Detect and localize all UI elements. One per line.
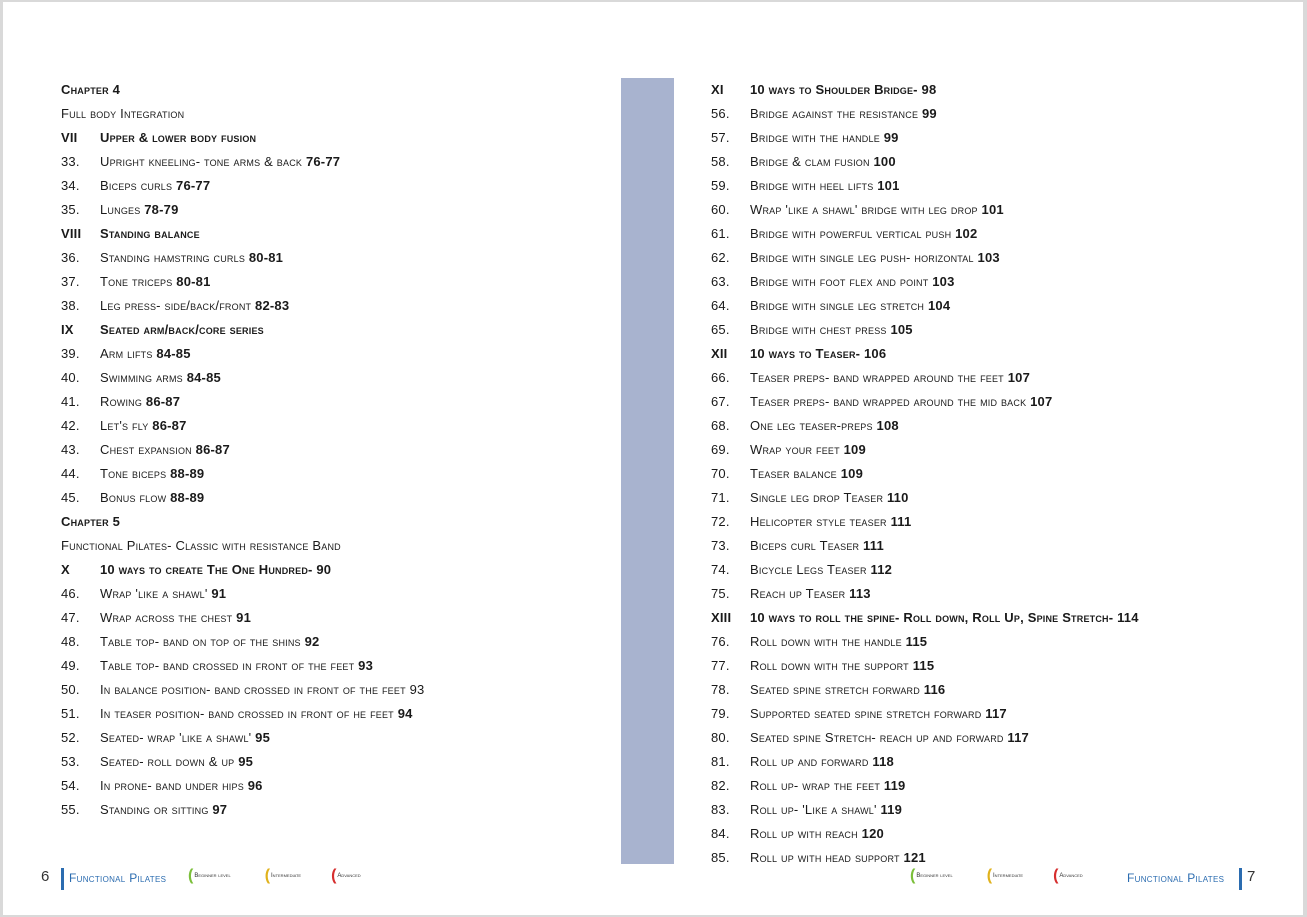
right-page-contents	[711, 78, 1271, 870]
toc-row	[711, 510, 1271, 534]
advanced-level-icon: (	[1053, 867, 1059, 884]
toc-page-ref: 94	[397, 706, 413, 721]
toc-number: 44.	[61, 466, 80, 481]
toc-number: XIII	[711, 610, 732, 625]
toc-row	[61, 222, 601, 246]
left-page-number: 6	[41, 868, 50, 885]
toc-entry-title: Table top- band on top of the shins	[100, 634, 305, 649]
toc-number: 82.	[711, 778, 730, 793]
toc-entry-title: Bridge with the handle	[750, 130, 884, 145]
toc-row	[711, 198, 1271, 222]
toc-number: 83.	[711, 802, 730, 817]
right-footer-title: Functional Pilates	[1127, 871, 1225, 885]
toc-page-ref: 119	[880, 802, 903, 817]
toc-number: 74.	[711, 562, 730, 577]
toc-number: 75.	[711, 586, 730, 601]
toc-row	[61, 126, 601, 150]
toc-entry-title: Chest expansion	[100, 442, 196, 457]
toc-entry-title: Let's fly	[100, 418, 153, 433]
toc-number: 35.	[61, 202, 80, 217]
toc-row	[61, 702, 601, 726]
toc-page-ref: 119	[883, 778, 906, 793]
toc-entry-title: Biceps curls	[100, 178, 177, 193]
toc-entry-title: Standing or sitting	[100, 802, 213, 817]
toc-row	[711, 414, 1271, 438]
toc-row	[711, 822, 1271, 846]
toc-page-ref: 102	[955, 226, 978, 241]
toc-entry-title: Reach up Teaser	[750, 586, 850, 601]
toc-row	[711, 150, 1271, 174]
intermediate-level-icon: (	[264, 867, 271, 884]
toc-row	[61, 774, 601, 798]
center-divider-bar	[621, 78, 674, 864]
left-footer-title: Functional Pilates	[69, 871, 167, 885]
toc-row	[711, 798, 1271, 822]
intermediate-level-label: Intermediate	[993, 873, 1024, 879]
toc-page-ref: 109	[843, 442, 866, 457]
toc-row	[711, 270, 1271, 294]
chapter-subtitle: Functional Pilates- Classic with resistance Band	[61, 538, 341, 553]
advanced-level-label: Advanced	[337, 873, 361, 879]
toc-number: XI	[711, 82, 724, 97]
toc-number: 61.	[711, 226, 730, 241]
toc-entry-title: Wrap 'like a shawl'	[100, 586, 212, 601]
toc-page-ref: 86-87	[145, 394, 181, 409]
toc-page-ref: 91	[236, 610, 252, 625]
toc-entry-title: Seated- wrap 'like a shawl'	[100, 730, 256, 745]
toc-page-ref: 86-87	[195, 442, 230, 457]
toc-page-ref: 121	[903, 850, 926, 865]
toc-row	[61, 390, 601, 414]
toc-row	[61, 630, 601, 654]
left-footer-rule	[61, 868, 64, 890]
toc-row	[711, 438, 1271, 462]
toc-page-ref: 86-87	[152, 418, 187, 433]
toc-number: 58.	[711, 154, 730, 169]
toc-entry-title: Standing hamstring curls	[100, 250, 249, 265]
toc-page-ref: 84-85	[186, 370, 221, 385]
toc-number: 84.	[711, 826, 730, 841]
toc-page-ref: 115	[905, 634, 928, 649]
toc-entry-title: In balance position- band crossed in front of the feet 93	[100, 682, 425, 697]
toc-page-ref: 117	[1007, 730, 1029, 745]
toc-page-ref: 93	[358, 658, 374, 673]
toc-row	[61, 510, 601, 534]
left-level-legend	[188, 868, 361, 884]
toc-entry-title: Bridge against the resistance	[750, 106, 922, 121]
toc-page-ref: 103	[977, 250, 1000, 265]
toc-row	[711, 630, 1271, 654]
toc-entry-title: Bridge with heel lifts	[750, 178, 878, 193]
toc-row	[61, 438, 601, 462]
toc-page-ref: 107	[1030, 394, 1053, 409]
toc-page-ref: 116	[923, 682, 946, 697]
toc-row	[61, 414, 601, 438]
toc-page-ref: 101	[877, 178, 900, 193]
chapter-title: Chapter 5	[61, 514, 121, 529]
toc-row	[711, 726, 1271, 750]
toc-row	[61, 294, 601, 318]
toc-entry-title: Supported seated spine stretch forward	[750, 706, 986, 721]
toc-entry-title: Arm lifts	[100, 346, 157, 361]
beginner-level-label: Beginner level	[194, 873, 231, 879]
section-heading: Seated arm/back/core series	[100, 322, 264, 337]
toc-entry-title: Swimming arms	[100, 370, 187, 385]
toc-page-ref: 110	[886, 490, 909, 505]
toc-row	[61, 150, 601, 174]
toc-entry-title: Rowing	[100, 394, 146, 409]
toc-number: 37.	[61, 274, 80, 289]
toc-number: 46.	[61, 586, 80, 601]
toc-number: 63.	[711, 274, 730, 289]
section-heading: 10 ways to create The One Hundred- 90	[100, 562, 332, 577]
toc-entry-title: Bicycle Legs Teaser	[750, 562, 871, 577]
toc-number: 79.	[711, 706, 730, 721]
toc-entry-title: Bridge with powerful vertical push	[750, 226, 956, 241]
toc-number: 42.	[61, 418, 80, 433]
toc-row	[711, 678, 1271, 702]
toc-number: 62.	[711, 250, 730, 265]
toc-number: 55.	[61, 802, 80, 817]
toc-page-ref: 104	[927, 298, 951, 313]
toc-page-ref: 84-85	[156, 346, 191, 361]
toc-number: XII	[711, 346, 728, 361]
toc-page-ref: 118	[872, 754, 894, 769]
toc-row	[711, 318, 1271, 342]
toc-entry-title: Bridge with single leg stretch	[750, 298, 928, 313]
beginner-level-icon: (	[910, 867, 916, 884]
beginner-level-label: Beginner level	[916, 873, 953, 879]
toc-page-ref: 80-81	[248, 250, 284, 265]
toc-row	[61, 486, 601, 510]
toc-number: 52.	[61, 730, 80, 745]
toc-row	[711, 174, 1271, 198]
toc-row	[61, 582, 601, 606]
toc-row	[711, 558, 1271, 582]
toc-number: 48.	[61, 634, 80, 649]
toc-page-ref: 111	[890, 514, 912, 529]
toc-number: 64.	[711, 298, 730, 313]
toc-page-ref: 115	[912, 658, 935, 673]
toc-entry-title: Teaser balance	[750, 466, 841, 481]
toc-page-ref: 95	[238, 754, 254, 769]
toc-number: 56.	[711, 106, 730, 121]
toc-row	[711, 750, 1271, 774]
toc-entry-title: Bonus flow	[100, 490, 171, 505]
toc-number: 69.	[711, 442, 730, 457]
toc-number: 85.	[711, 850, 730, 865]
section-heading: Standing balance	[100, 226, 200, 241]
toc-entry-title: Table top- band crossed in front of the feet	[100, 658, 359, 673]
toc-page-ref: 92	[304, 634, 320, 649]
toc-number: 67.	[711, 394, 730, 409]
toc-number: IX	[61, 322, 74, 337]
chapter-subtitle: Full body Integration	[61, 106, 185, 121]
toc-entry-title: Teaser preps- band wrapped around the feet	[750, 370, 1008, 385]
toc-number: 60.	[711, 202, 730, 217]
toc-row	[61, 534, 601, 558]
toc-row	[711, 702, 1271, 726]
toc-entry-title: Bridge with foot flex and point	[750, 274, 933, 289]
toc-entry-title: Biceps curl Teaser	[750, 538, 864, 553]
toc-entry-title: Seated spine stretch forward	[750, 682, 924, 697]
toc-number: X	[61, 562, 70, 577]
toc-page-ref: 117	[985, 706, 1007, 721]
toc-row	[711, 294, 1271, 318]
toc-row	[61, 726, 601, 750]
toc-entry-title: In prone- band under hips	[100, 778, 248, 793]
toc-entry-title: Leg press- side/back/front	[100, 298, 256, 313]
toc-row	[711, 774, 1271, 798]
toc-page-ref: 101	[981, 202, 1004, 217]
toc-number: 36.	[61, 250, 80, 265]
toc-number: 59.	[711, 178, 730, 193]
toc-page-ref: 108	[876, 418, 899, 433]
toc-row	[61, 78, 601, 102]
toc-number: 66.	[711, 370, 730, 385]
toc-row	[61, 678, 601, 702]
toc-number: 40.	[61, 370, 80, 385]
toc-number: VIII	[61, 226, 82, 241]
toc-row	[61, 654, 601, 678]
toc-number: 57.	[711, 130, 730, 145]
toc-number: 80.	[711, 730, 730, 745]
toc-row	[61, 174, 601, 198]
toc-page-ref: 88-89	[170, 466, 205, 481]
toc-page-ref: 120	[861, 826, 884, 841]
advanced-level-icon: (	[331, 867, 337, 884]
toc-page-ref: 99	[921, 106, 937, 121]
section-heading: 10 ways to Teaser- 106	[750, 346, 887, 361]
toc-entry-title: Roll up- wrap the feet	[750, 778, 884, 793]
toc-row	[61, 198, 601, 222]
toc-number: 39.	[61, 346, 80, 361]
toc-entry-title: In teaser position- band crossed in front of he feet	[100, 706, 398, 721]
toc-row	[711, 390, 1271, 414]
intermediate-level-icon: (	[986, 867, 993, 884]
toc-row	[711, 342, 1271, 366]
toc-page-ref: 103	[932, 274, 955, 289]
toc-number: 45.	[61, 490, 80, 505]
toc-number: 49.	[61, 658, 80, 673]
beginner-level-icon: (	[188, 867, 194, 884]
toc-page-ref: 109	[840, 466, 863, 481]
toc-entry-title: Seated- roll down & up	[100, 754, 239, 769]
toc-page-ref: 82-83	[255, 298, 290, 313]
right-level-legend	[910, 868, 1083, 884]
toc-number: 53.	[61, 754, 80, 769]
toc-number: 72.	[711, 514, 730, 529]
toc-page-ref: 112	[870, 562, 893, 577]
toc-entry-title: Roll up and forward	[750, 754, 873, 769]
toc-row	[711, 222, 1271, 246]
toc-entry-title: Roll up with reach	[750, 826, 862, 841]
toc-entry-title: One leg teaser-preps	[750, 418, 877, 433]
toc-row	[61, 366, 601, 390]
toc-number: 70.	[711, 466, 730, 481]
toc-number: 71.	[711, 490, 730, 505]
toc-row	[61, 462, 601, 486]
toc-row	[61, 606, 601, 630]
toc-row	[61, 102, 601, 126]
toc-row	[711, 366, 1271, 390]
toc-page-ref: 113	[849, 586, 871, 601]
section-heading: 10 ways to roll the spine- Roll down, Roll Up, Spine Stretch- 114	[750, 610, 1139, 625]
toc-row	[61, 798, 601, 822]
toc-number: 38.	[61, 298, 80, 313]
toc-number: 73.	[711, 538, 730, 553]
toc-number: 65.	[711, 322, 730, 337]
toc-row	[61, 342, 601, 366]
section-heading: 10 ways to Shoulder Bridge- 98	[750, 82, 937, 97]
toc-row	[711, 78, 1271, 102]
toc-number: 33.	[61, 154, 80, 169]
toc-entry-title: Tone biceps	[100, 466, 171, 481]
toc-entry-title: Upright kneeling- tone arms & back	[100, 154, 306, 169]
right-page-number: 7	[1247, 868, 1256, 885]
toc-entry-title: Bridge & clam fusion	[750, 154, 874, 169]
toc-page-ref: 105	[890, 322, 913, 337]
toc-entry-title: Roll down with the handle	[750, 634, 906, 649]
advanced-level-label: Advanced	[1059, 873, 1083, 879]
toc-row	[711, 534, 1271, 558]
toc-page-ref: 100	[873, 154, 896, 169]
toc-number: 77.	[711, 658, 730, 673]
toc-row	[711, 462, 1271, 486]
toc-entry-title: Wrap 'like a shawl' bridge with leg drop	[750, 202, 982, 217]
toc-row	[61, 246, 601, 270]
toc-row	[711, 102, 1271, 126]
toc-entry-title: Lunges	[100, 202, 145, 217]
toc-number: 43.	[61, 442, 80, 457]
toc-entry-title: Wrap your feet	[750, 442, 844, 457]
toc-entry-title: Bridge with chest press	[750, 322, 891, 337]
toc-page-ref: 96	[247, 778, 263, 793]
toc-row	[61, 558, 601, 582]
toc-entry-title: Single leg drop Teaser	[750, 490, 887, 505]
toc-page-ref: 91	[211, 586, 227, 601]
toc-number: 81.	[711, 754, 730, 769]
toc-row	[61, 750, 601, 774]
toc-number: VII	[61, 130, 78, 145]
toc-entry-title: Bridge with single leg push- horizontal	[750, 250, 978, 265]
section-heading: Upper & lower body fusion	[100, 130, 257, 145]
left-page-contents	[61, 78, 601, 822]
toc-row	[711, 606, 1271, 630]
toc-row	[61, 318, 601, 342]
toc-page-ref: 97	[212, 802, 228, 817]
toc-page-ref: 76-77	[305, 154, 341, 169]
toc-number: 34.	[61, 178, 80, 193]
toc-page-ref: 76-77	[176, 178, 211, 193]
toc-page-ref: 95	[255, 730, 271, 745]
toc-entry-title: Helicopter style teaser	[750, 514, 891, 529]
toc-row	[711, 654, 1271, 678]
right-footer-rule	[1239, 868, 1242, 890]
toc-entry-title: Tone triceps	[100, 274, 177, 289]
toc-row	[711, 582, 1271, 606]
toc-entry-title: Wrap across the chest	[100, 610, 237, 625]
document-spread	[3, 2, 1303, 915]
intermediate-level-label: Intermediate	[271, 873, 302, 879]
toc-row	[711, 126, 1271, 150]
toc-entry-title: Roll up with head support	[750, 850, 904, 865]
toc-number: 78.	[711, 682, 730, 697]
toc-entry-title: Seated spine Stretch- reach up and forward	[750, 730, 1008, 745]
toc-page-ref: 78-79	[144, 202, 179, 217]
toc-number: 51.	[61, 706, 80, 721]
toc-row	[711, 246, 1271, 270]
chapter-title: Chapter 4	[61, 82, 121, 97]
toc-entry-title: Roll up- 'Like a shawl'	[750, 802, 881, 817]
toc-page-ref: 111	[863, 538, 884, 553]
toc-page-ref: 80-81	[176, 274, 211, 289]
toc-row	[61, 270, 601, 294]
toc-entry-title: Teaser preps- band wrapped around the mid back	[750, 394, 1031, 409]
toc-entry-title: Roll down with the support	[750, 658, 913, 673]
toc-number: 47.	[61, 610, 80, 625]
toc-number: 41.	[61, 394, 80, 409]
toc-page-ref: 99	[883, 130, 899, 145]
toc-number: 50.	[61, 682, 80, 697]
toc-page-ref: 88-89	[170, 490, 205, 505]
toc-row	[711, 486, 1271, 510]
toc-number: 76.	[711, 634, 730, 649]
toc-number: 68.	[711, 418, 730, 433]
toc-page-ref: 107	[1007, 370, 1030, 385]
toc-number: 54.	[61, 778, 80, 793]
